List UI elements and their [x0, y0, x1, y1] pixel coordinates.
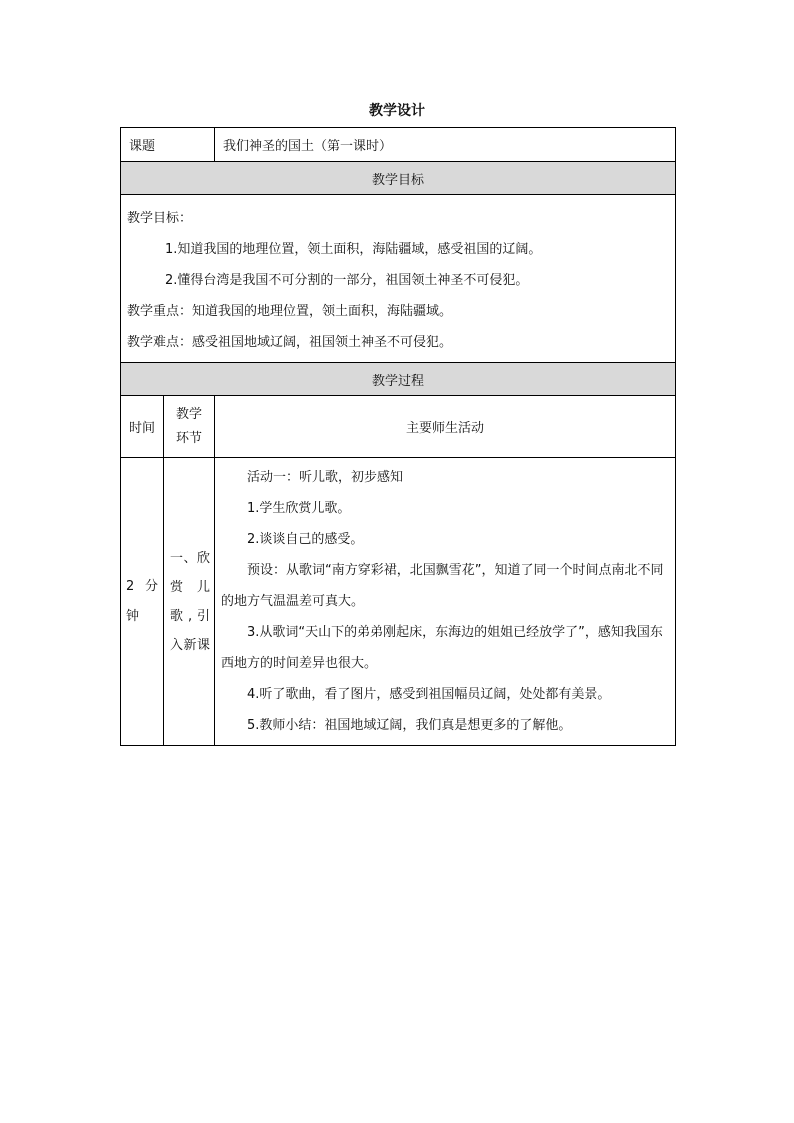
process-section-heading: 教学过程: [121, 363, 676, 396]
lesson-plan-table: [120, 127, 676, 746]
row-step: [164, 458, 215, 746]
process-row: [121, 458, 676, 746]
header-time: 时间: [121, 396, 164, 458]
goals-label: 教学目标：: [127, 211, 193, 226]
topic-value: 我们神圣的国土（第一课时）: [215, 128, 676, 162]
document-title: 教学设计: [369, 103, 425, 119]
row-step-text: 一、欣赏儿歌,引入新课: [170, 550, 211, 653]
goal-item-1: 1.知道我国的地理位置，领土面积，海陆疆域，感受祖国的辽阔。: [165, 242, 542, 257]
activity-line: 4.听了歌曲，看了图片，感受到祖国幅员辽阔，处处都有美景。: [247, 687, 611, 702]
activity-line: 预设：从歌词“南方穿彩裙，北国飘雪花”，知道了同一个时间点南北不同的地方气温温差可真大。: [221, 563, 664, 609]
process-header-row: [121, 396, 676, 458]
row-time-text: 2 分钟: [126, 578, 158, 624]
difficult-point: 教学难点：感受祖国地域辽阔，祖国领土神圣不可侵犯。: [127, 335, 453, 350]
goals-cell: [121, 195, 676, 363]
activity-line: 1.学生欣赏儿歌。: [247, 501, 351, 516]
row-time: [121, 458, 164, 746]
header-activity: 主要师生活动: [215, 396, 676, 458]
activity-line: 2.谈谈自己的感受。: [247, 532, 364, 547]
header-step-line1: 教学: [176, 406, 203, 422]
topic-label: 课题: [121, 128, 215, 162]
goals-section-heading: 教学目标: [121, 162, 676, 195]
activity-line: 5.教师小结：祖国地域辽阔，我们真是想更多的了解他。: [247, 718, 572, 733]
goals-row: [121, 195, 676, 363]
activity-line: 活动一：听儿歌，初步感知: [247, 470, 404, 485]
row-activities: [215, 458, 676, 746]
header-step: [164, 396, 215, 458]
activity-line: 3.从歌词“天山下的弟弟刚起床，东海边的姐姐已经放学了”，感知我国东西地方的时间差异也很大。: [221, 625, 663, 671]
header-step-line2: 环节: [176, 430, 203, 446]
process-section-row: [121, 363, 676, 396]
key-point: 教学重点：知道我国的地理位置，领土面积，海陆疆域。: [127, 304, 453, 319]
topic-row: [121, 128, 676, 162]
goals-section-row: [121, 162, 676, 195]
goal-item-2: 2.懂得台湾是我国不可分割的一部分，祖国领土神圣不可侵犯。: [165, 273, 529, 288]
